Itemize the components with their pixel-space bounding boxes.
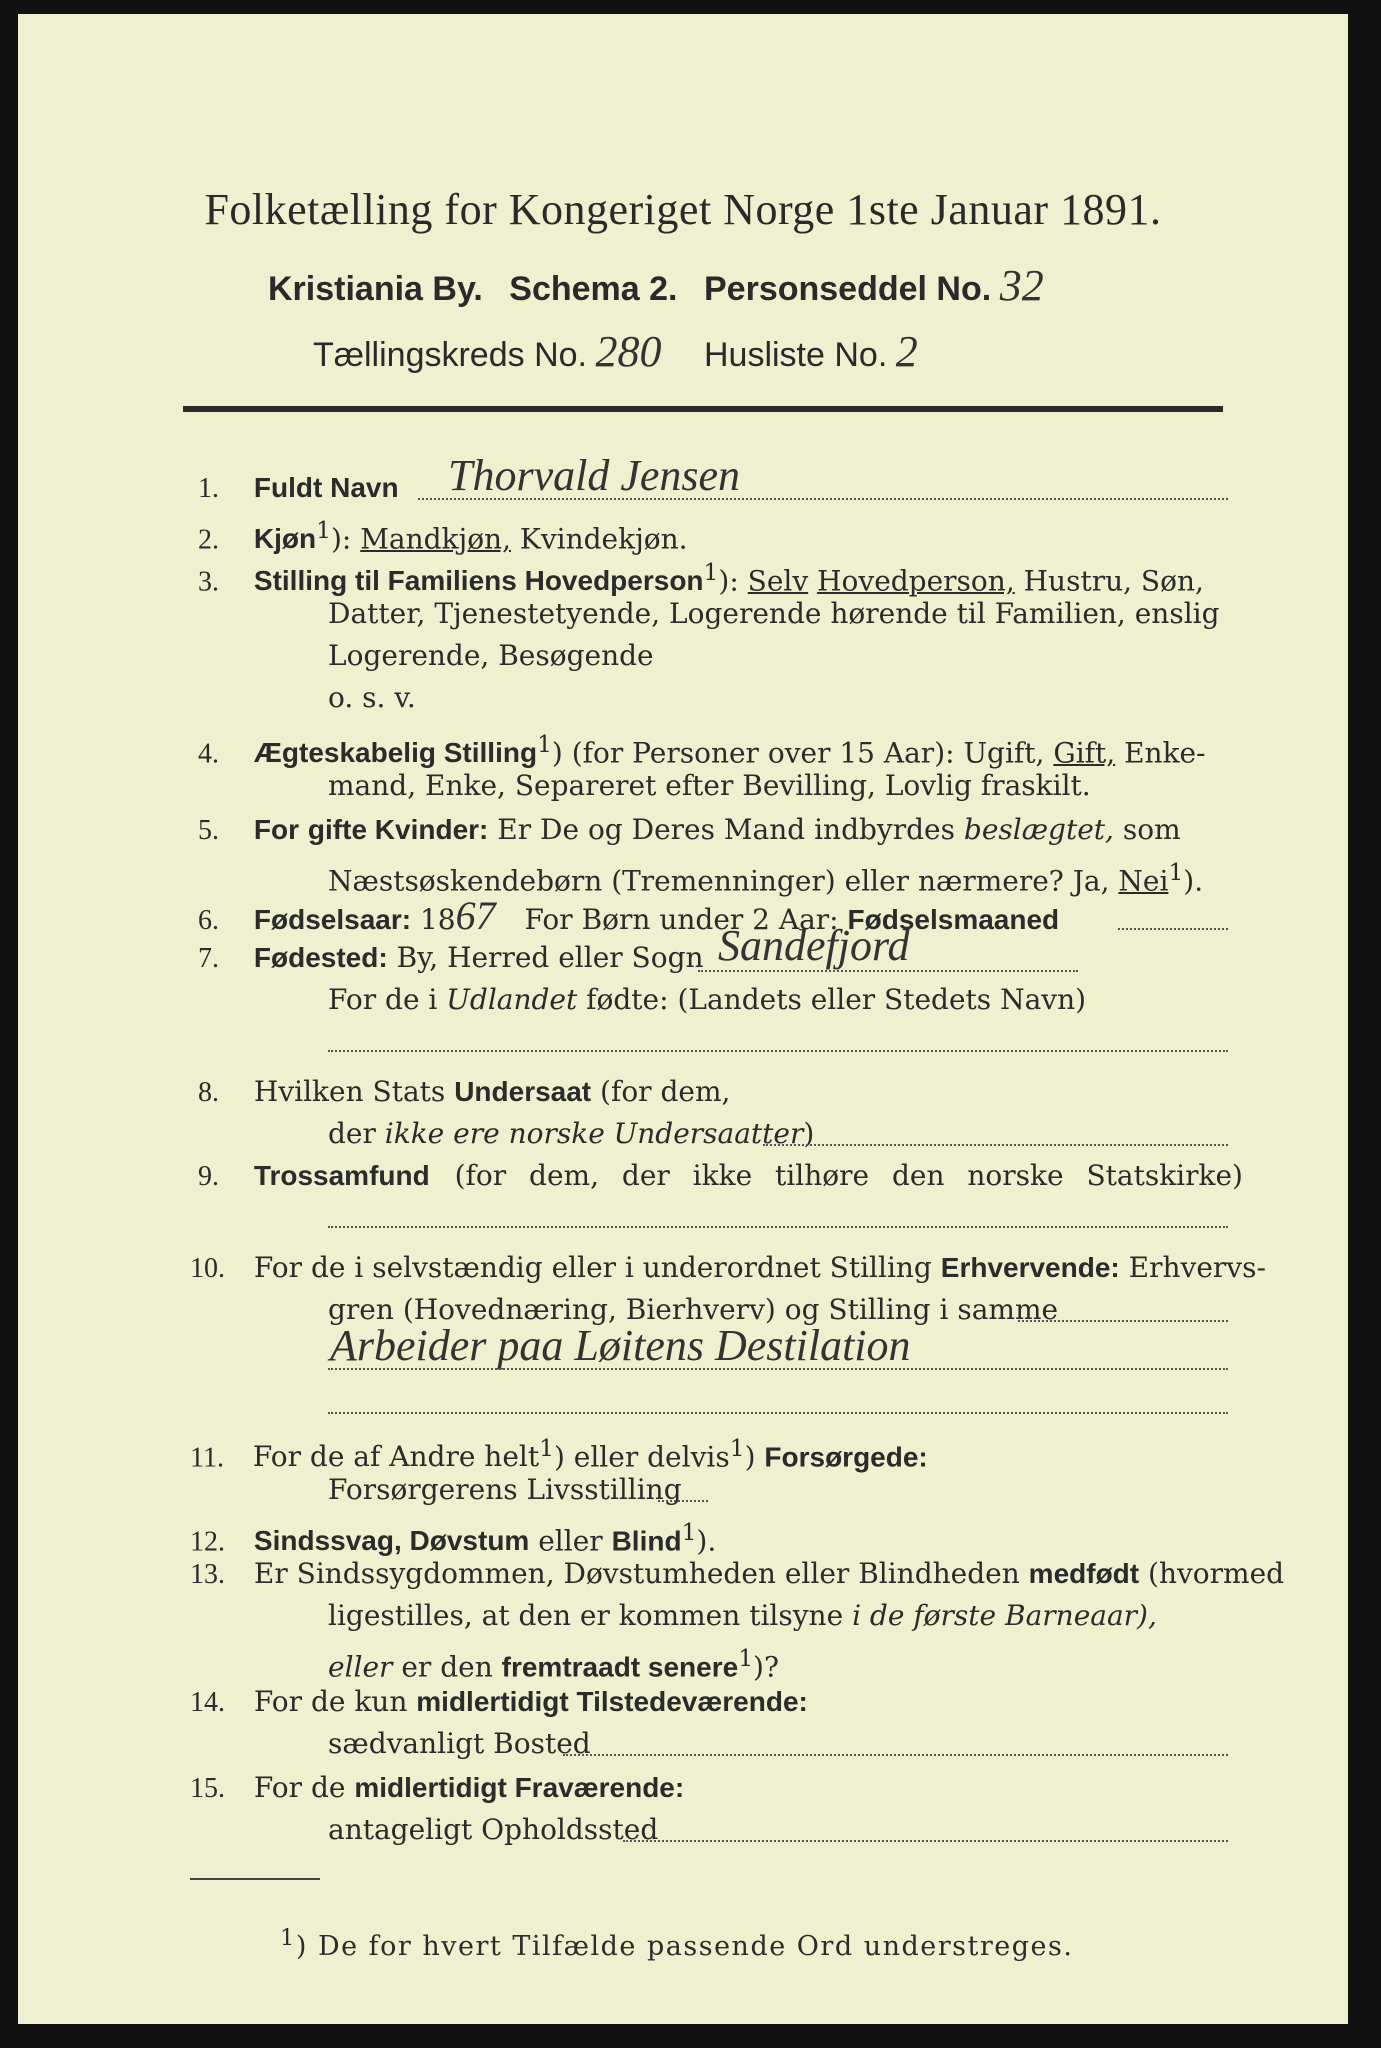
footnote: $^1$) De for hvert Tilfælde passende Ord understreges. <box>280 1925 1074 1962</box>
header-rule <box>183 406 1223 412</box>
item-4: 4. Ægteskabelig Stilling$^1$) (for Personer over 15 Aar): Ugift, Gift, Enke- <box>198 730 1206 770</box>
occupation-value: Arbeider paa Løitens Destilation <box>330 1321 911 1370</box>
kreds-number: 280 <box>595 327 662 376</box>
item-12: 12. Sindssvag, Døvstum eller Blind$^1$). <box>190 1518 717 1558</box>
form-subtitle: Kristiania By. Schema 2. Personseddel No. 32 <box>268 261 1044 310</box>
gender-selected: Mandkjøn, <box>360 522 511 556</box>
form-subtitle-2: Tællingskreds No. 280 Husliste No. 2 <box>313 327 918 376</box>
footnote-rule <box>190 1878 320 1880</box>
item-5: 5. For gifte Kvinder: Er De og Deres Mand indbyrdes beslægtet, som <box>198 813 1181 846</box>
item-7: 7. Fødested: By, Herred eller Sogn <box>198 941 704 974</box>
item-6: 6. Fødselsaar: 1867 For Børn under 2 Aar: Fødselsmaaned <box>198 893 1060 938</box>
personseddel-number: 32 <box>999 261 1044 310</box>
item-3: 3. Stilling til Familiens Hovedperson$^1$): Selv Hovedperson, Hustru, Søn, <box>198 558 1204 598</box>
birth-year-value: 67 <box>455 893 496 938</box>
name-value: Thorvald Jensen <box>448 451 741 500</box>
item-11: 11. For de af Andre helt$^1$) eller delvis$^1$) Forsørgede: <box>190 1434 928 1474</box>
item-10: 10. For de i selvstændig eller i underordnet Stilling Erhvervende: Erhvervs- <box>190 1251 1266 1284</box>
census-form: Folketælling for Kongeriget Norge 1ste Januar 1891. Kristiania By. Schema 2. Personseddel No. 32 Tællingskreds No. 280 Husliste No. 2 1. Fuldt Navn Thorvald Jensen 2. Kjøn$^1$): Mandkjøn, Kvindekjøn. 3. Stilling til Familiens Hovedperson$^1$): Selv Hovedperson, Hustru, Søn, Datter, Tjenestetyende, Logerende hørende til Familien, enslig Logerende, Besøgende o. s. v. 4. Ægteskabelig Stilling$^1$) (for Personer over 15 Aar): Ugift, Gift, Enke- mand, Enke, Separeret efter Bevilling, Lovlig fraskilt. 5. For gifte Kvinder: Er De og Deres Mand indbyrdes beslægtet, som Næstsøskendebørn (Tremenninger) eller nærmere? Ja, Nei$^1$). 6. Fødselsaar: 1867 For Børn under 2 Aar: Fødselsmaaned 7. Fødested: By, Herred eller Sogn Sandefjord For de i Udlandet fødte: (Landets eller Stedets Navn) 8. Hvilken Stats Undersaat (for dem, der ikke ere norske Undersaatter) 9. Trossamfund (for dem, der ikke tilhøre den norske Statskirke) 10. For de i selvstændig eller i underordnet Stilling Erhvervende: Erhvervs- gren (Hovednæring, Bierhverv) og Stilling i samme Arbeider paa Løitens Destilation 11. For de af Andre helt$^1$) eller delvis$^1$) Forsørgede: Forsørgerens Livsstilling 12. Sindssvag, Døvstum eller Blind$^1$). 13. Er Sindssygdommen, Døvstumheden eller Blindheden medfødt (hvormed ligestilles, at den er kommen tilsyne i de første Barneaar), eller er den fremtraadt senere$^1$)? 14. For de kun midlertidigt Tilstedeværende: sædvanligt Bosted 15. For de midlertidigt Fraværende: antageligt Opholdssted $^1$) De for hvert Tilfælde passende Ord understreges. <box>18 14 1348 2024</box>
item-9: 9. Trossamfund (for dem, der ikke tilhøre den norske Statskirke) <box>198 1159 1243 1192</box>
item-15: 15. For de midlertidigt Fraværende: <box>190 1771 685 1804</box>
birthplace-value: Sandefjord <box>718 921 910 970</box>
form-title: Folketælling for Kongeriget Norge 1ste Januar 1891. <box>204 185 1162 234</box>
item-14: 14. For de kun midlertidigt Tilstedeværende: <box>190 1685 808 1718</box>
item-2: 2. Kjøn$^1$): Mandkjøn, Kvindekjøn. <box>198 516 688 556</box>
item-8: 8. Hvilken Stats Undersaat (for dem, <box>198 1075 731 1108</box>
item-1: 1. Fuldt Navn <box>198 472 399 504</box>
husliste-number: 2 <box>895 327 918 376</box>
item-13: 13. Er Sindssygdommen, Døvstumheden eller Blindheden medfødt (hvormed <box>190 1557 1285 1590</box>
